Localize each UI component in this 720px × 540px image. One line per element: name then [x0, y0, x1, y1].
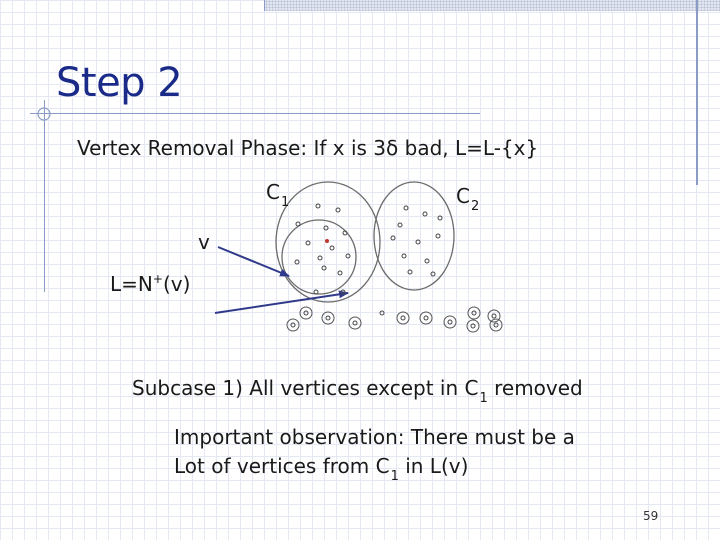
observation-line-2	[174, 452, 575, 484]
subcase-suffix: removed	[487, 376, 583, 400]
vertex-marker	[349, 317, 361, 329]
vertex-marker	[295, 260, 299, 264]
vertex-marker	[322, 266, 326, 270]
subcase-prefix: Subcase 1) All vertices except in C	[132, 376, 479, 400]
vertex-marker	[408, 270, 412, 274]
subcase-subscript: 1	[479, 391, 488, 406]
vertex-marker	[287, 319, 299, 331]
vertex-marker	[330, 246, 334, 250]
c2-label	[456, 184, 480, 214]
rule-prefix: Vertex Removal Phase: If x is 3	[77, 136, 387, 160]
vertex-marker	[423, 212, 427, 216]
subcase-text	[132, 376, 583, 406]
vertex-marker	[488, 310, 500, 322]
vertex-marker	[316, 204, 320, 208]
delta-symbol: δ	[386, 136, 399, 160]
observation-line-1: Important observation: There must be a	[174, 425, 575, 449]
vertex-marker	[296, 222, 300, 226]
c1-subscript: 1	[280, 195, 290, 210]
vertex-layer	[287, 204, 502, 332]
vertex-marker	[490, 319, 502, 331]
observation-text	[174, 423, 575, 484]
vertex-marker	[467, 320, 479, 332]
observation-line-2-prefix: Lot of vertices from C	[174, 454, 390, 478]
vertex-marker	[336, 208, 340, 212]
vertex-marker	[338, 271, 342, 275]
vertex-marker	[322, 312, 334, 324]
vertex-marker	[397, 312, 409, 324]
vertex-marker	[431, 272, 435, 276]
c1-label	[266, 180, 290, 210]
rule-suffix: bad, L=L-{x}	[398, 136, 539, 160]
vertex-marker	[346, 254, 350, 258]
vertex-marker	[318, 256, 322, 260]
c2-subscript: 2	[470, 199, 480, 214]
vertex-marker	[402, 254, 406, 258]
vertex-marker	[404, 206, 408, 210]
ln-superscript: +	[152, 272, 163, 286]
vertex-marker	[300, 307, 312, 319]
vertex-marker	[306, 241, 310, 245]
v-label: v	[198, 230, 210, 254]
ln-left: L=N	[110, 272, 153, 296]
vertex-marker	[436, 234, 440, 238]
vertex-marker	[391, 236, 395, 240]
vertex-marker	[416, 240, 420, 244]
ln-label	[110, 272, 190, 296]
c2-cluster-ellipse	[374, 182, 454, 290]
observation-line-2-suffix: in L(v)	[398, 454, 469, 478]
vertex-marker	[425, 259, 429, 263]
vertex-marker	[444, 316, 456, 328]
vertex-marker	[398, 223, 402, 227]
vertex-marker	[420, 312, 432, 324]
slide-title: Step 2	[56, 60, 183, 106]
vertex-marker	[380, 311, 384, 315]
ln-right: (v)	[162, 272, 191, 296]
vertex-marker	[438, 216, 442, 220]
observation-line-2-subscript: 1	[390, 469, 399, 484]
c1-letter: C	[266, 180, 280, 204]
vertex-marker	[468, 307, 480, 319]
arrow-ln	[215, 293, 348, 313]
c2-letter: C	[456, 184, 470, 208]
vertex-marker	[324, 226, 328, 230]
page-number: 59	[643, 509, 659, 523]
center-vertex	[325, 239, 329, 243]
